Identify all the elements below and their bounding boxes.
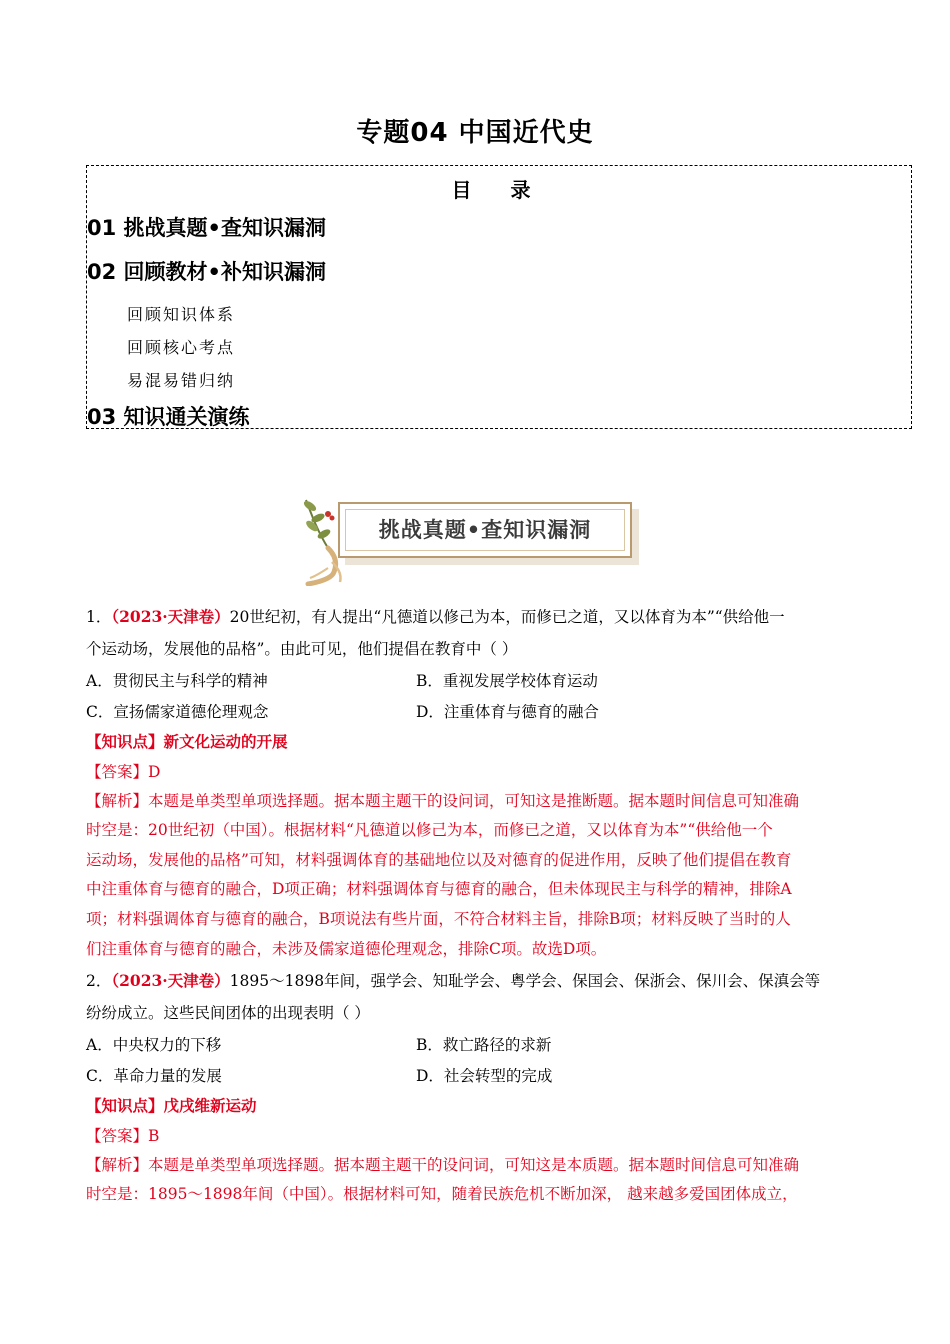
question-1-explanation-line: 【解析】本题是单类型单项选择题。据本题主题干的设问词，可知这是推断题。据本题时间信息可知准确 [86, 792, 800, 810]
question-2-stem-line-1: 2．（2023·天津卷）1895～1898年间，强学会、知耻学会、粤学会、保国会、保浙会、保川会、保滇会等 [86, 971, 821, 990]
question-number: 2． [86, 972, 112, 990]
toc-subsection-core-points[interactable]: 回顾核心考点 [127, 338, 236, 357]
question-2-explanation-line: 时空是：1895～1898年间（中国）。根据材料可知，随着民族危机不断加深， 越来越多爱国团体成立， [86, 1185, 798, 1203]
toc-section-3[interactable]: 03 知识通关演练 [87, 405, 250, 429]
question-2-knowledge-point: 【知识点】戊戌维新运动 [86, 1096, 257, 1115]
question-1-option-c[interactable]: C．宣扬儒家道德伦理观念 [86, 703, 269, 721]
question-1-explanation-line: 中注重体育与德育的融合，D项正确；材料强调体育与德育的融合，但未体现民主与科学的精神，排除A [86, 880, 792, 898]
question-1-explanation-line: 项；材料强调体育与德育的融合，B项说法有些片面，不符合材料主旨，排除B项；材料反映了当时的人 [86, 910, 791, 928]
question-1-explanation-line: 运动场，发展他的品格”可知，材料强调体育的基础地位以及对德育的促进作用，反映了他们提倡在教育 [86, 851, 792, 869]
question-source: （2023·天津卷） [111, 971, 230, 990]
question-2-answer: 【答案】B [86, 1127, 160, 1145]
question-source: （2023·天津卷） [111, 607, 230, 626]
question-2-stem-line-2: 纷纷成立。这些民间团体的出现表明（ ） [86, 1004, 370, 1022]
question-1-option-b[interactable]: B．重视发展学校体育运动 [416, 672, 598, 690]
toc-section-2[interactable]: 02 回顾教材•补知识漏洞 [87, 260, 326, 284]
question-1-explanation-line: 时空是：20世纪初（中国）。根据材料“凡德道以修己为本，而修已之道，又以体育为本”“供给他一个 [86, 821, 773, 839]
question-2-option-d[interactable]: D．社会转型的完成 [416, 1067, 553, 1085]
toc-section-1[interactable]: 01 挑战真题•查知识漏洞 [87, 216, 326, 240]
ginseng-plant-icon [298, 496, 368, 586]
question-2-explanation-line: 【解析】本题是单类型单项选择题。据本题主题干的设问词，可知这是本质题。据本题时间信息可知准确 [86, 1156, 800, 1174]
banner-label: 挑战真题•查知识漏洞 [378, 518, 592, 542]
question-1-option-d[interactable]: D．注重体育与德育的融合 [416, 703, 599, 721]
question-1-answer: 【答案】D [86, 763, 161, 781]
toc-subsection-knowledge-system[interactable]: 回顾知识体系 [127, 305, 236, 324]
page-title: 专题04 中国近代史 [356, 118, 594, 148]
question-2-option-a[interactable]: A．中央权力的下移 [86, 1036, 222, 1054]
question-1-stem-line-2: 个运动场，发展他的品格”。由此可见，他们提倡在教育中（ ） [86, 640, 518, 658]
toc-heading: 目 录 [451, 178, 547, 202]
question-number: 1． [86, 608, 112, 626]
question-2-option-c[interactable]: C．革命力量的发展 [86, 1067, 222, 1085]
question-1-option-a[interactable]: A．贯彻民主与科学的精神 [86, 672, 268, 690]
question-1-explanation-line: 们注重体育与德育的融合，未涉及儒家道德伦理观念，排除C项。故选D项。 [86, 940, 607, 958]
question-2-option-b[interactable]: B．救亡路径的求新 [416, 1036, 552, 1054]
question-1-knowledge-point: 【知识点】新文化运动的开展 [86, 732, 288, 751]
question-1-stem-line-1: 1．（2023·天津卷）20世纪初，有人提出“凡德道以修己为本，而修已之道，又以体育为本”“供给他一 [86, 607, 785, 626]
table-of-contents [86, 165, 912, 429]
toc-subsection-common-mistakes[interactable]: 易混易错归纳 [127, 371, 236, 390]
section-banner [298, 496, 643, 586]
